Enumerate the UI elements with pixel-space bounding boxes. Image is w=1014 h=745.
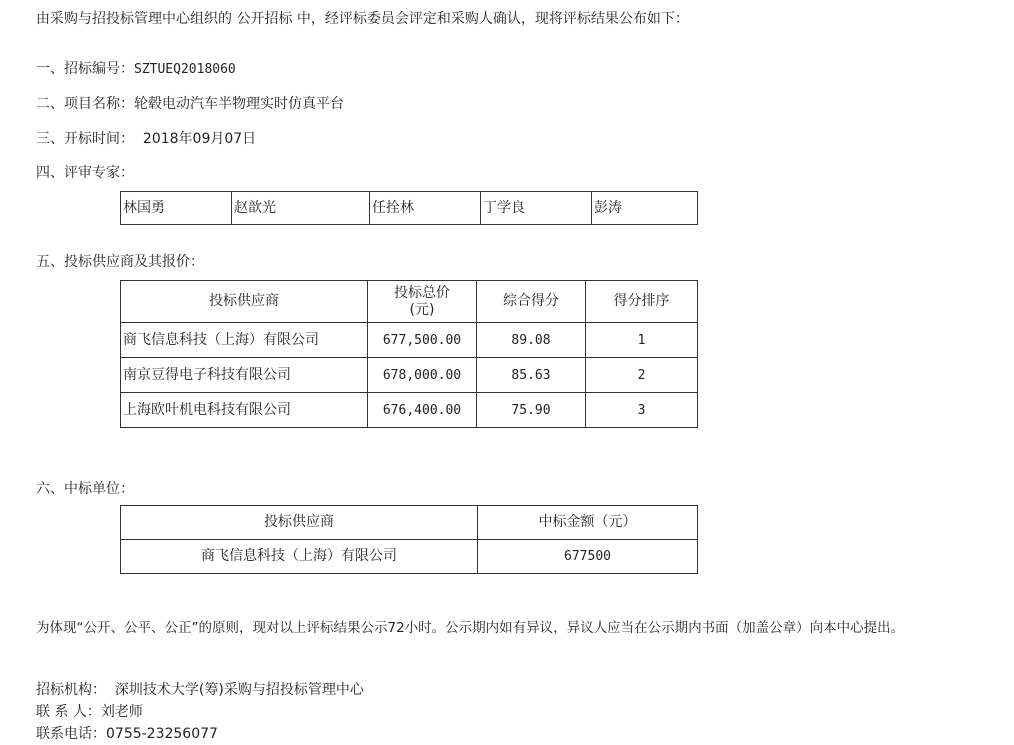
- opening-time-label: 三、开标时间：: [36, 131, 134, 147]
- bid-rank: 3: [586, 393, 698, 428]
- bid-score: 75.90: [477, 393, 586, 428]
- bidder-name: 南京豆得电子科技有限公司: [121, 358, 368, 393]
- table-row: [121, 358, 698, 393]
- tender-number-label: 一、招标编号：: [36, 61, 134, 77]
- bid-price: 676,400.00: [368, 393, 477, 428]
- contact-org-value: 深圳技术大学(筹)采购与招投标管理中心: [114, 682, 364, 698]
- bid-score: 85.63: [477, 358, 586, 393]
- bidders-header-row: [121, 281, 698, 323]
- tender-number-value: SZTUEQ2018060: [134, 62, 236, 77]
- header-cell: 得分排序: [586, 281, 698, 323]
- expert-cell: 丁学良: [481, 192, 592, 225]
- contact-person-value: 刘老师: [100, 704, 143, 720]
- intro-text: 由采购与招投标管理中心组织的 公开招标 中，经评标委员会评定和采购人确认，现将评标结果公布如下：: [36, 11, 689, 27]
- table-row: [121, 540, 698, 574]
- bid-score: 89.08: [477, 323, 586, 358]
- contact-org: [36, 680, 364, 700]
- experts-label: 四、评审专家：: [36, 165, 134, 181]
- contact-person: [36, 702, 143, 722]
- tender-number: [36, 59, 236, 80]
- contact-phone-label: 联系电话：: [36, 726, 106, 742]
- winner-header-row: [121, 506, 698, 540]
- experts-row: [121, 192, 698, 225]
- contact-phone: [36, 724, 218, 744]
- bid-rank: 1: [586, 323, 698, 358]
- winner-table: [120, 505, 698, 574]
- header-cell: 投标供应商: [121, 281, 368, 323]
- contact-phone-value: 0755-23256077: [106, 726, 218, 742]
- bidder-name: 上海欧叶机电科技有限公司: [121, 393, 368, 428]
- bidder-name: 商飞信息科技（上海）有限公司: [121, 323, 368, 358]
- opening-time-value: 2018年09月07日: [142, 131, 257, 147]
- expert-cell: 任拴林: [370, 192, 481, 225]
- contact-org-label: 招标机构：: [36, 682, 106, 698]
- expert-cell: 彭涛: [592, 192, 698, 225]
- notice-text: 为体现“公开、公平、公正”的原则，现对以上评标结果公示72小时。公示期内如有异议，异议人应当在公示期内书面（加盖公章）向本中心提出。: [36, 620, 905, 636]
- winner-label: 六、中标单位：: [36, 481, 134, 497]
- bid-price: 677,500.00: [368, 323, 477, 358]
- table-row: [121, 323, 698, 358]
- bid-rank: 2: [586, 358, 698, 393]
- winner-amount: 677500: [478, 540, 698, 574]
- project-name: [36, 94, 344, 114]
- winner-name: 商飞信息科技（上海）有限公司: [121, 540, 478, 574]
- table-row: [121, 393, 698, 428]
- project-name-label: 二、项目名称：: [36, 96, 134, 112]
- header-cell: 中标金额（元）: [478, 506, 698, 540]
- header-cell: 综合得分: [477, 281, 586, 323]
- header-cell: 投标总价 (元): [368, 281, 477, 323]
- bid-price: 678,000.00: [368, 358, 477, 393]
- experts-table: [120, 191, 698, 225]
- header-cell: 投标供应商: [121, 506, 478, 540]
- opening-time: [36, 129, 256, 149]
- expert-cell: 林国勇: [121, 192, 232, 225]
- project-name-value: 轮毂电动汽车半物理实时仿真平台: [134, 96, 344, 112]
- bidders-table: [120, 280, 698, 428]
- contact-person-label: 联 系 人：: [36, 704, 101, 720]
- expert-cell: 赵歆光: [232, 192, 370, 225]
- bidders-label: 五、投标供应商及其报价：: [36, 254, 204, 270]
